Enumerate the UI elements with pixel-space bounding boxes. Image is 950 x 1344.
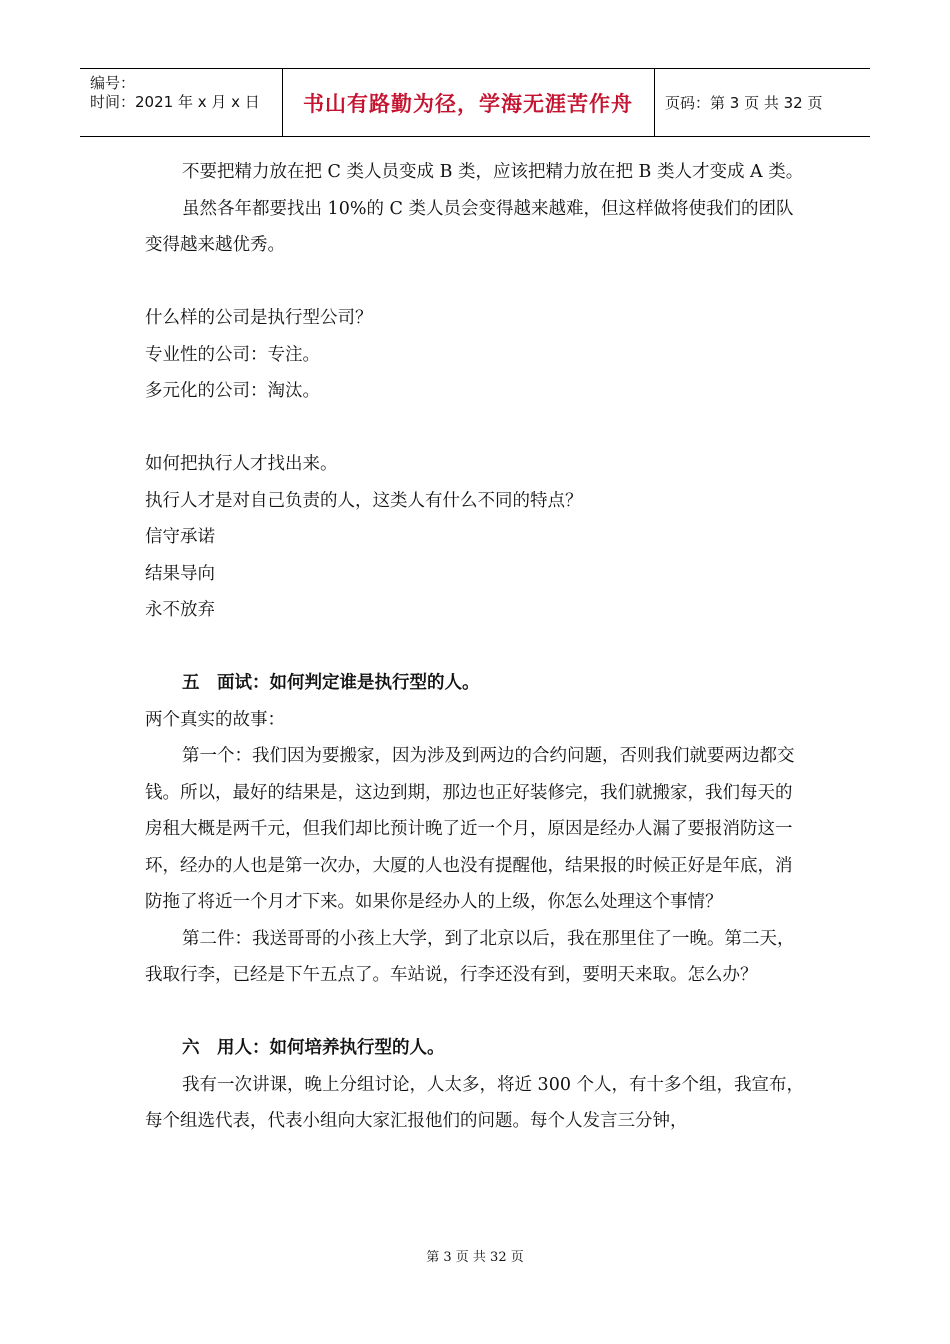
blank-line bbox=[145, 994, 805, 1031]
paragraph: 多元化的公司：淘汰。 bbox=[145, 381, 320, 401]
header-page-info: 页码：第 3 页 共 32 页 bbox=[665, 94, 823, 112]
paragraph: 专业性的公司：专注。 bbox=[145, 344, 320, 365]
list-item: 结果导向 bbox=[145, 563, 215, 584]
paragraph: 不要把精力放在把 C 类人员变成 B 类，应该把精力放在把 B 类人才变成 A 类。 bbox=[182, 162, 804, 182]
document-number-label: 编号： bbox=[90, 74, 136, 92]
header-right-cell bbox=[655, 69, 870, 136]
document-time-label: 时间：2021 年 x 月 x 日 bbox=[90, 93, 260, 111]
header-middle-cell bbox=[282, 69, 655, 136]
blank-line bbox=[145, 629, 805, 666]
blank-line bbox=[145, 264, 805, 301]
paragraph: 如何把执行人才找出来。 bbox=[145, 454, 338, 474]
section-heading-6: 六 用人：如何培养执行型的人。 bbox=[182, 1038, 445, 1058]
page-footer: 第 3 页 共 32 页 bbox=[426, 1250, 524, 1265]
paragraph: 执行人才是对自己负责的人，这类人有什么不同的特点？ bbox=[145, 490, 583, 511]
document-body bbox=[145, 154, 805, 1140]
blank-line bbox=[145, 410, 805, 447]
header-motto: 书山有路勤为径，学海无涯苦作舟 bbox=[303, 91, 633, 116]
paragraph: 两个真实的故事： bbox=[145, 709, 285, 730]
paragraph: 虽然各年都要找出 10%的 C 类人员会变得越来越难，但这样做将使我们的团队变得越来越优秀。 bbox=[145, 198, 794, 255]
paragraph: 我有一次讲课，晚上分组讨论，人太多，将近 300 个人，有十多个组，我宣布，每个组选代表，代表小组向大家汇报他们的问题。每个人发言三分钟， bbox=[145, 1074, 805, 1131]
story-two-paragraph: 第二件：我送哥哥的小孩上大学，到了北京以后，我在那里住了一晚。第二天，我取行李，已经是下午五点了。车站说，行李还没有到，要明天来取。怎么办？ bbox=[145, 928, 795, 985]
header-left-cell bbox=[80, 69, 283, 136]
paragraph: 什么样的公司是执行型公司？ bbox=[145, 308, 373, 328]
list-item: 信守承诺 bbox=[145, 527, 215, 547]
page-header bbox=[80, 68, 870, 137]
story-one-paragraph: 第一个：我们因为要搬家，因为涉及到两边的合约问题，否则我们就要两边都交钱。所以，最好的结果是，这边到期，那边也正好装修完，我们就搬家，我们每天的房租大概是两千元，但我们却比预计晚了近一个月，原因是经办人漏了要报消防这一环，经办的人也是第一次办，大厦的人也没有提醒他，结果报的时候正好是年底，消防拖了将近一个月才下来。如果你是经办人的上级，你怎么处理这个事情？ bbox=[145, 746, 795, 912]
list-item: 永不放弃 bbox=[145, 600, 215, 620]
section-heading-5: 五 面试：如何判定谁是执行型的人。 bbox=[182, 673, 480, 693]
